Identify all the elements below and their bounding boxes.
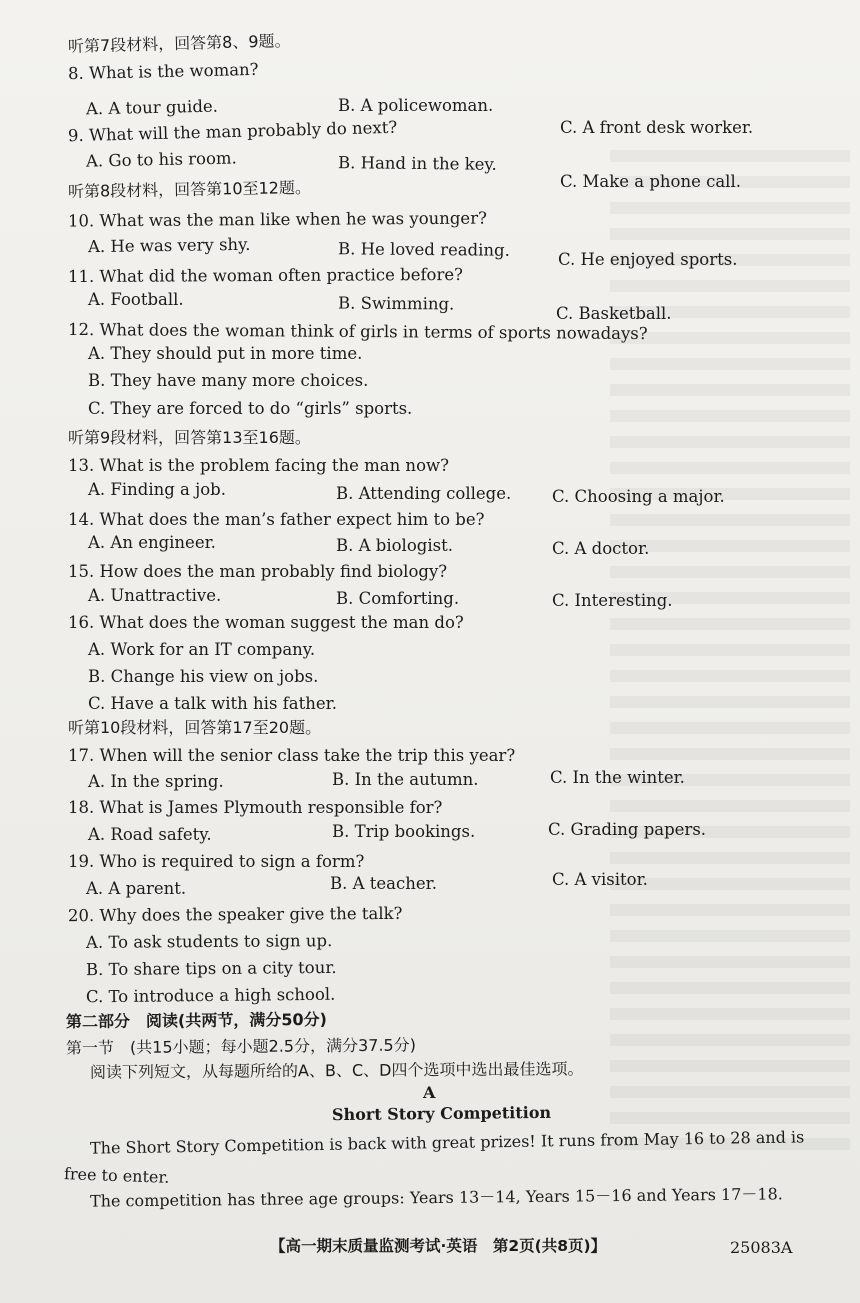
q20-option-c: C. To introduce a high school. — [85, 984, 336, 1007]
page-code: 25083A — [730, 1238, 793, 1257]
reading-instruction: 阅读下列短文，从每题所给的A、B、C、D四个选项中选出最佳选项。 — [89, 1059, 584, 1082]
q11-option-a: A. Football. — [88, 290, 184, 309]
question-11: 11. What did the woman often practice before? — [67, 264, 464, 287]
q20-option-b: B. To share tips on a city tour. — [85, 957, 337, 980]
q13-option-c: C. Choosing a major. — [552, 487, 725, 506]
q18-option-c: C. Grading papers. — [548, 820, 707, 839]
q10-option-b: B. He loved reading. — [337, 239, 510, 260]
q15-option-a: A. Unattractive. — [88, 586, 222, 605]
section-10-intro: 听第10段材料，回答第17至20题。 — [68, 718, 322, 737]
question-12: 12. What does the woman think of girls in terms of sports nowadays? — [67, 319, 648, 344]
q20-option-a: A. To ask students to sign up. — [85, 931, 333, 952]
q8-option-c: C. A front desk worker. — [560, 118, 754, 137]
question-19: 19. Who is required to sign a form? — [68, 852, 365, 871]
q19-option-a: A. A parent. — [86, 879, 187, 898]
question-8: 8. What is the woman? — [67, 59, 259, 84]
q19-option-b: B. A teacher. — [330, 874, 437, 893]
question-16: 16. What does the woman suggest the man do? — [68, 613, 464, 632]
bleed-through-shadow — [610, 150, 850, 1150]
q8-option-a: A. A tour guide. — [85, 96, 219, 119]
q15-option-c: C. Interesting. — [552, 591, 673, 610]
q13-option-a: A. Finding a job. — [88, 480, 226, 499]
question-20: 20. Why does the speaker give the talk? — [67, 903, 403, 926]
q16-option-c: C. Have a talk with his father. — [88, 694, 337, 713]
question-14: 14. What does the man’s father expect him to be? — [68, 510, 485, 529]
q12-option-b: B. They have many more choices. — [88, 371, 369, 390]
question-9: 9. What will the man probably do next? — [67, 117, 398, 146]
passage-para-1-line-1: The Short Story Competition is back with great prizes! It runs from May 16 to 28 and is — [89, 1127, 805, 1158]
passage-title: Short Story Competition — [331, 1102, 552, 1125]
passage-para-1-line-2: free to enter. — [63, 1164, 170, 1187]
section-8-intro: 听第8段材料，回答第10至12题。 — [67, 177, 312, 202]
q17-option-c: C. In the winter. — [550, 768, 685, 787]
question-17: 17. When will the senior class take the trip this year? — [68, 746, 516, 765]
q13-option-b: B. Attending college. — [336, 484, 512, 503]
q18-option-a: A. Road safety. — [88, 825, 212, 844]
q10-option-a: A. He was very shy. — [87, 234, 251, 257]
question-15: 15. How does the man probably find biology? — [68, 562, 448, 581]
q11-option-c: C. Basketball. — [556, 304, 672, 323]
part-2-section-1: 第一节 (共15小题；每小题2.5分，满分37.5分) — [65, 1035, 416, 1058]
q9-option-c: C. Make a phone call. — [560, 172, 741, 191]
passage-para-2-line-1: The competition has three age groups: Years 13－14, Years 15－16 and Years 17－18. — [89, 1184, 783, 1211]
question-10: 10. What was the man like when he was younger? — [67, 208, 487, 231]
q17-option-a: A. In the spring. — [88, 772, 224, 791]
part-2-heading: 第二部分 阅读(共两节，满分50分) — [65, 1009, 327, 1032]
q9-option-a: A. Go to his room. — [85, 148, 238, 171]
q12-option-a: A. They should put in more time. — [88, 344, 363, 363]
q11-option-b: B. Swimming. — [337, 293, 455, 314]
footer-label: 【高一期末质量监测考试·英语 第2页(共8页)】 — [270, 1237, 607, 1255]
q14-option-a: A. An engineer. — [88, 533, 216, 552]
question-13: 13. What is the problem facing the man now? — [68, 456, 449, 475]
q14-option-b: B. A biologist. — [336, 536, 453, 555]
q9-option-b: B. Hand in the key. — [337, 153, 497, 174]
q15-option-b: B. Comforting. — [336, 589, 460, 608]
q16-option-a: A. Work for an IT company. — [88, 640, 316, 659]
section-9-intro: 听第9段材料，回答第13至16题。 — [68, 428, 311, 447]
q16-option-b: B. Change his view on jobs. — [88, 667, 319, 686]
q19-option-c: C. A visitor. — [552, 870, 648, 889]
section-7-intro: 听第7段材料，回答第8、9题。 — [67, 31, 291, 56]
q10-option-c: C. He enjoyed sports. — [558, 250, 738, 269]
q8-option-b: B. A policewoman. — [338, 96, 494, 115]
q17-option-b: B. In the autumn. — [332, 770, 479, 789]
question-18: 18. What is James Plymouth responsible for? — [68, 798, 443, 817]
q12-option-c: C. They are forced to do “girls” sports. — [88, 399, 413, 418]
q14-option-c: C. A doctor. — [552, 539, 650, 558]
passage-letter: A — [423, 1083, 436, 1102]
q18-option-b: B. Trip bookings. — [332, 822, 476, 841]
